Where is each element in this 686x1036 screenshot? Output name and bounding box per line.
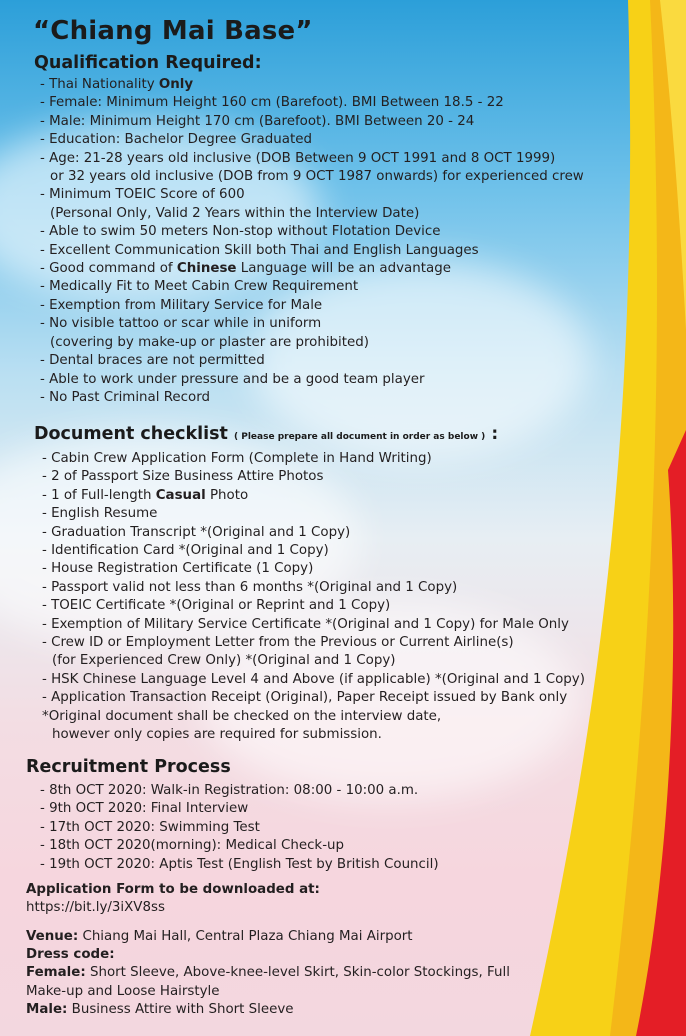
qualification-item (40, 352, 584, 370)
document-item (42, 505, 585, 523)
application-section (26, 881, 320, 917)
qualification-item-text: - Dental braces are not permitted (40, 353, 265, 369)
application-label: Application Form to be downloaded at: (26, 882, 320, 897)
qualification-item (40, 389, 584, 407)
document-item-text: - Graduation Transcript *(Original and 1 Copy) (42, 524, 351, 540)
document-item (42, 671, 585, 689)
dress-code-label: Dress code: (26, 947, 115, 963)
venue-value: Chiang Mai Hall, Central Plaza Chiang Mai Airport (78, 929, 413, 944)
document-item (42, 616, 585, 634)
qualification-list (40, 76, 584, 407)
document-item-text: - Passport valid not less than 6 months *(Original and 1 Copy) (42, 579, 458, 595)
qualification-item (40, 315, 584, 333)
recruitment-item: - 19th OCT 2020: Aptis Test (English Test by British Council) (40, 856, 439, 872)
qualification-item (40, 94, 584, 112)
recruitment-list (40, 782, 439, 874)
qualification-item (40, 76, 584, 94)
document-checklist-colon: : (491, 424, 499, 444)
qualification-item-text: - Education: Bachelor Degree Graduated (40, 132, 312, 148)
recruitment-heading: Recruitment Process (26, 757, 231, 777)
recruitment-item: - 9th OCT 2020: Final Interview (40, 801, 249, 817)
qualification-item-text: - Excellent Communication Skill both Thai and English Languages (40, 242, 479, 258)
document-item-text: - House Registration Certificate (1 Copy) (42, 561, 314, 577)
document-item-text: (for Experienced Crew Only) *(Original and 1 Copy) (52, 653, 396, 669)
document-item-text: - Exemption of Military Service Certificate *(Original and 1 Copy) for Male Only (42, 616, 569, 632)
qualification-item (40, 150, 584, 168)
qualification-item (40, 186, 584, 204)
qualification-item-text: - Able to swim 50 meters Non-stop without Flotation Device (40, 224, 441, 240)
qualification-item (40, 297, 584, 315)
qualification-item-text: - Good command of (40, 261, 177, 277)
page-title: “Chiang Mai Base” (33, 16, 313, 46)
document-item-text: - TOEIC Certificate *(Original or Reprint and 1 Copy) (42, 598, 391, 614)
qualification-item-text: (covering by make-up or plaster are prohibited) (50, 334, 369, 350)
document-item (42, 450, 585, 468)
document-item-text: - Identification Card *(Original and 1 Copy) (42, 543, 329, 559)
qualification-item (40, 223, 584, 241)
document-checklist-note: ( Please prepare all document in order as below ) (234, 432, 486, 442)
qualification-item-text: - Minimum TOEIC Score of 600 (40, 187, 245, 203)
document-item-text-after: Photo (205, 487, 249, 503)
female-dress-line-2: Make-up and Loose Hairstyle (26, 983, 220, 999)
male-dress-value: Business Attire with Short Sleeve (67, 1001, 294, 1017)
qualification-item-text: - Female: Minimum Height 160 cm (Barefoot). BMI Between 18.5 - 22 (40, 95, 504, 111)
qualification-item (40, 113, 584, 131)
document-item-text: - Application Transaction Receipt (Original), Paper Receipt issued by Bank only (42, 690, 568, 706)
document-checklist-title: Document checklist (34, 424, 228, 444)
document-item (42, 487, 585, 505)
male-label: Male: (26, 1001, 68, 1017)
qualification-item-text: - Exemption from Military Service for Male (40, 297, 323, 313)
qualification-item-text-after: Language will be an advantage (236, 261, 451, 277)
document-item (42, 560, 585, 578)
application-url[interactable]: https://bit.ly/3iXV8ss (26, 900, 165, 916)
document-item-text: - Crew ID or Employment Letter from the Previous or Current Airline(s) (42, 635, 514, 651)
document-item-text: - HSK Chinese Language Level 4 and Above (if applicable) *(Original and 1 Copy) (42, 671, 585, 687)
qualification-item-emphasis: Only (158, 77, 194, 92)
qualification-item-text: or 32 years old inclusive (DOB from 9 OCT 1987 onwards) for experienced crew (50, 169, 584, 185)
document-item (42, 579, 585, 597)
document-item-text: - English Resume (42, 506, 158, 522)
qualification-item (40, 334, 584, 352)
qualification-item-emphasis: Chinese (176, 261, 237, 277)
document-item (42, 597, 585, 615)
qualification-item-text: - Able to work under pressure and be a good team player (40, 371, 425, 387)
qualification-heading: Qualification Required: (34, 53, 262, 73)
recruitment-item: - 8th OCT 2020: Walk-in Registration: 08:00 - 10:00 a.m. (40, 783, 419, 798)
qualification-item-text: - Male: Minimum Height 170 cm (Barefoot). BMI Between 20 - 24 (40, 113, 475, 129)
document-item (42, 542, 585, 560)
document-item-text: *Original document shall be checked on the interview date, (42, 708, 442, 724)
document-item-text: - 1 of Full-length (42, 487, 156, 503)
document-item-emphasis: Casual (155, 487, 206, 503)
document-item-text: - Cabin Crew Application Form (Complete in Hand Writing) (42, 451, 432, 466)
venue-label: Venue: (26, 929, 79, 944)
qualification-item-text: - Age: 21-28 years old inclusive (DOB Between 9 OCT 1991 and 8 OCT 1999) (40, 150, 556, 166)
qualification-item (40, 205, 584, 223)
recruitment-item: - 18th OCT 2020(morning): Medical Check-up (40, 838, 345, 854)
document-item (42, 708, 585, 726)
venue-section (26, 928, 510, 1019)
document-item-text: - 2 of Passport Size Business Attire Photos (42, 469, 324, 485)
document-item (42, 524, 585, 542)
qualification-item (40, 168, 584, 186)
recruitment-item: - 17th OCT 2020: Swimming Test (40, 819, 260, 835)
qualification-item-text: - No Past Criminal Record (40, 389, 210, 405)
document-checklist-heading (34, 424, 498, 444)
document-item (42, 726, 585, 744)
qualification-item (40, 131, 584, 149)
qualification-item-text: - Thai Nationality (40, 77, 159, 92)
document-checklist-list (42, 450, 585, 745)
document-item (42, 468, 585, 486)
qualification-item (40, 242, 584, 260)
document-item (42, 689, 585, 707)
document-item (42, 634, 585, 652)
qualification-item (40, 260, 584, 278)
venue-line (26, 928, 510, 946)
female-dress-line (26, 964, 510, 982)
qualification-item (40, 278, 584, 296)
document-item-text: however only copies are required for submission. (52, 727, 382, 743)
document-item (42, 652, 585, 670)
qualification-item-text: - No visible tattoo or scar while in uniform (40, 316, 322, 332)
qualification-item (40, 371, 584, 389)
qualification-item-text: - Medically Fit to Meet Cabin Crew Requirement (40, 279, 359, 295)
male-dress-line (26, 1001, 510, 1019)
female-dress-value: Short Sleeve, Above-knee-level Skirt, Skin-color Stockings, Full (85, 965, 510, 981)
qualification-item-text: (Personal Only, Valid 2 Years within the Interview Date) (50, 205, 420, 221)
female-label: Female: (26, 965, 86, 981)
